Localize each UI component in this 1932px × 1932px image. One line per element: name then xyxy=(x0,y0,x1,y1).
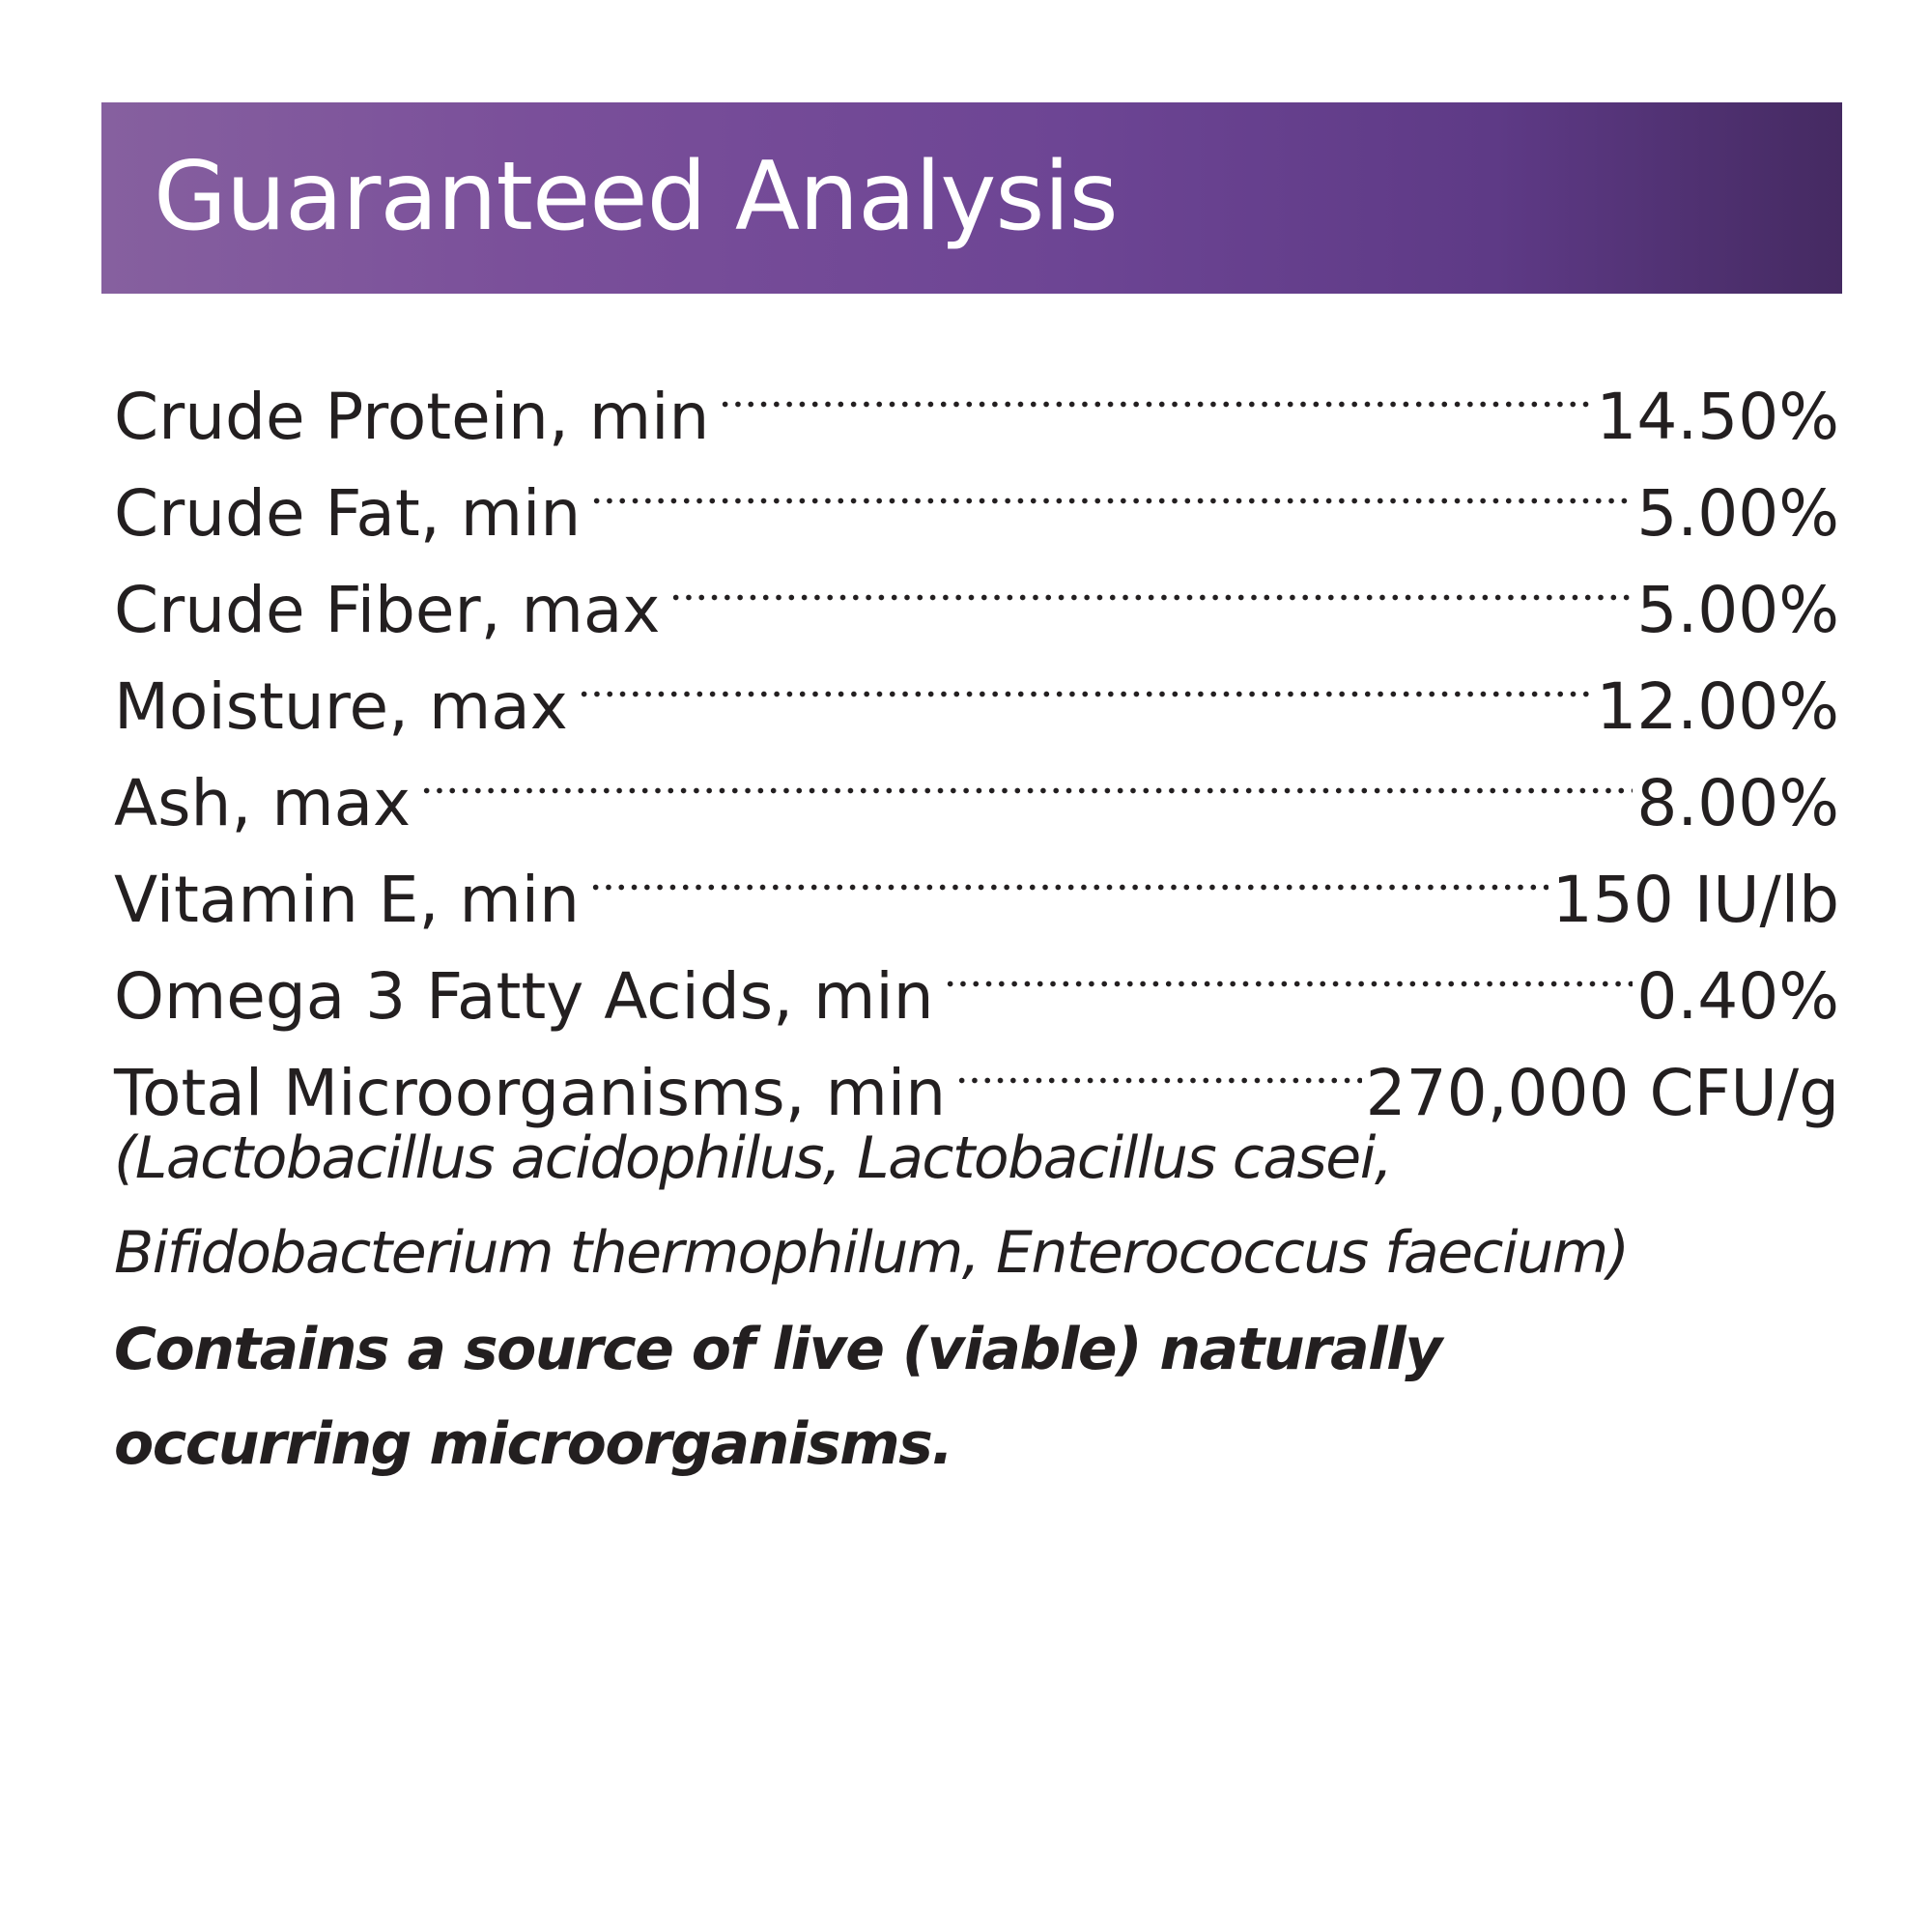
row-label: Total Microorganisms, min xyxy=(114,1056,947,1130)
row-label: Vitamin E, min xyxy=(114,863,580,937)
analysis-table xyxy=(114,342,1839,1130)
page-title: Guaranteed Analysis xyxy=(154,142,1118,252)
row-label: Crude Fat, min xyxy=(114,476,582,551)
dot-leader xyxy=(719,342,1592,439)
row-label: Crude Fiber, max xyxy=(114,573,661,647)
viability-statement: Contains a source of live (viable) naturally occurring microorganisms. xyxy=(114,1316,1441,1478)
row-value: 0.40% xyxy=(1636,959,1839,1034)
dot-leader xyxy=(590,439,1633,535)
row-value: 5.00% xyxy=(1636,476,1839,551)
dot-leader xyxy=(589,825,1548,922)
dot-leader xyxy=(669,535,1633,632)
row-label: Crude Protein, min xyxy=(114,380,710,454)
row-value: 270,000 CFU/g xyxy=(1365,1056,1839,1130)
row-value: 12.00% xyxy=(1596,669,1839,744)
row-label: Omega 3 Fatty Acids, min xyxy=(114,959,934,1034)
dot-leader xyxy=(578,632,1593,728)
header-banner xyxy=(101,102,1842,294)
species-note: (Lactobacillus acidophilus, Lactobacillus casei, Bifidobacterium thermophilum, Enterococcus faecium) xyxy=(114,1124,1629,1287)
row-value: 14.50% xyxy=(1596,380,1839,454)
row-value: 5.00% xyxy=(1636,573,1839,647)
analysis-row xyxy=(114,342,1839,454)
row-label: Moisture, max xyxy=(114,669,568,744)
dot-leader xyxy=(944,922,1634,1018)
dot-leader xyxy=(420,728,1633,825)
row-value: 8.00% xyxy=(1636,766,1839,840)
row-value: 150 IU/lb xyxy=(1551,863,1839,937)
dot-leader xyxy=(955,1018,1362,1115)
row-label: Ash, max xyxy=(114,766,412,840)
